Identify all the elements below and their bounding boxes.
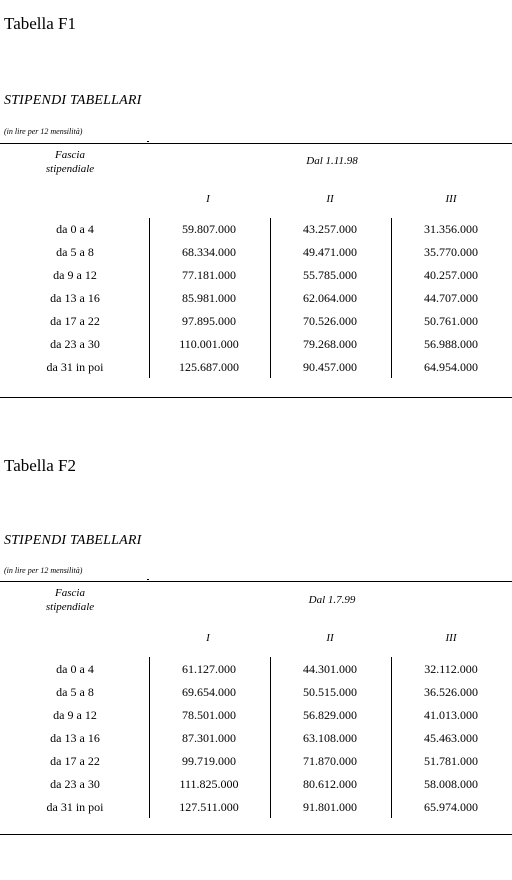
value-cell: 69.654.000: [182, 685, 236, 699]
band-cell: da 31 in poi: [46, 800, 104, 814]
band-cell: da 31 in poi: [46, 360, 104, 374]
value-cell: 90.457.000: [303, 360, 357, 374]
value-cell: 80.612.000: [303, 777, 357, 791]
tick-mark: [147, 141, 149, 142]
table-row: [0, 662, 512, 685]
value-cell: 55.785.000: [303, 268, 357, 282]
table-row: [0, 800, 512, 823]
value-cell: 36.526.000: [424, 685, 478, 699]
value-cell: 56.988.000: [424, 337, 478, 351]
column-header-2: II: [326, 632, 334, 644]
table-row: [0, 222, 512, 245]
table-title: Tabella F1: [4, 14, 76, 33]
table-row: [0, 314, 512, 337]
column-header-3: III: [445, 193, 457, 205]
header-rule: [0, 143, 512, 144]
band-cell: da 9 a 12: [53, 708, 97, 722]
value-cell: 65.974.000: [424, 800, 478, 814]
table-row: [0, 360, 512, 383]
table-subtitle: STIPENDI TABELLARI: [4, 533, 142, 548]
value-cell: 79.268.000: [303, 337, 357, 351]
value-cell: 35.770.000: [424, 245, 478, 259]
table-body: [0, 662, 512, 823]
value-cell: 43.257.000: [303, 222, 357, 236]
value-cell: 78.501.000: [182, 708, 236, 722]
unit-note: (in lire per 12 mensilità): [4, 566, 83, 575]
value-cell: 41.013.000: [424, 708, 478, 722]
band-cell: da 23 a 30: [50, 777, 100, 791]
value-cell: 87.301.000: [182, 731, 236, 745]
value-cell: 99.719.000: [182, 754, 236, 768]
value-cell: 77.181.000: [182, 268, 236, 282]
footer-rule: [0, 397, 512, 398]
band-cell: da 13 a 16: [50, 291, 100, 305]
value-cell: 59.807.000: [182, 222, 236, 236]
column-header-3: III: [445, 632, 457, 644]
band-cell: da 5 a 8: [56, 245, 94, 259]
value-cell: 127.511.000: [179, 800, 239, 814]
value-cell: 61.127.000: [182, 662, 236, 676]
column-header-1: I: [206, 193, 210, 205]
band-cell: da 5 a 8: [56, 685, 94, 699]
value-cell: 71.870.000: [303, 754, 357, 768]
table-row: [0, 777, 512, 800]
value-cell: 49.471.000: [303, 245, 357, 259]
band-header: Fascia stipendiale: [45, 149, 95, 175]
value-cell: 40.257.000: [424, 268, 478, 282]
value-cell: 56.829.000: [303, 708, 357, 722]
value-cell: 62.064.000: [303, 291, 357, 305]
table-row: [0, 708, 512, 731]
value-cell: 31.356.000: [424, 222, 478, 236]
value-cell: 51.781.000: [424, 754, 478, 768]
header-rule: [0, 581, 512, 582]
date-header: Dal 1.11.98: [306, 155, 358, 167]
band-cell: da 17 a 22: [50, 314, 100, 328]
value-cell: 68.334.000: [182, 245, 236, 259]
value-cell: 70.526.000: [303, 314, 357, 328]
value-cell: 44.707.000: [424, 291, 478, 305]
band-cell: da 13 a 16: [50, 731, 100, 745]
band-cell: da 23 a 30: [50, 337, 100, 351]
band-header: Fascia stipendiale: [45, 587, 95, 613]
value-cell: 44.301.000: [303, 662, 357, 676]
value-cell: 45.463.000: [424, 731, 478, 745]
value-cell: 85.981.000: [182, 291, 236, 305]
table-body: [0, 222, 512, 383]
value-cell: 63.108.000: [303, 731, 357, 745]
table-subtitle: STIPENDI TABELLARI: [4, 93, 142, 108]
unit-note: (in lire per 12 mensilità): [4, 127, 83, 136]
value-cell: 32.112.000: [424, 662, 478, 676]
table-row: [0, 245, 512, 268]
value-cell: 64.954.000: [424, 360, 478, 374]
date-header: Dal 1.7.99: [308, 594, 356, 606]
table-row: [0, 268, 512, 291]
value-cell: 58.008.000: [424, 777, 478, 791]
column-header-2: II: [326, 193, 334, 205]
table-row: [0, 754, 512, 777]
footer-rule: [0, 834, 512, 835]
table-block-f2: [0, 440, 512, 880]
value-cell: 97.895.000: [182, 314, 236, 328]
value-cell: 50.761.000: [424, 314, 478, 328]
table-row: [0, 337, 512, 360]
column-header-1: I: [206, 632, 210, 644]
band-cell: da 9 a 12: [53, 268, 97, 282]
value-cell: 125.687.000: [179, 360, 239, 374]
value-cell: 111.825.000: [179, 777, 239, 791]
value-cell: 91.801.000: [303, 800, 357, 814]
band-cell: da 17 a 22: [50, 754, 100, 768]
table-row: [0, 731, 512, 754]
table-row: [0, 291, 512, 314]
tick-mark: [147, 579, 149, 580]
value-cell: 50.515.000: [303, 685, 357, 699]
table-row: [0, 685, 512, 708]
value-cell: 110.001.000: [179, 337, 239, 351]
band-cell: da 0 a 4: [56, 662, 94, 676]
band-cell: da 0 a 4: [56, 222, 94, 236]
table-title: Tabella F2: [4, 456, 76, 475]
